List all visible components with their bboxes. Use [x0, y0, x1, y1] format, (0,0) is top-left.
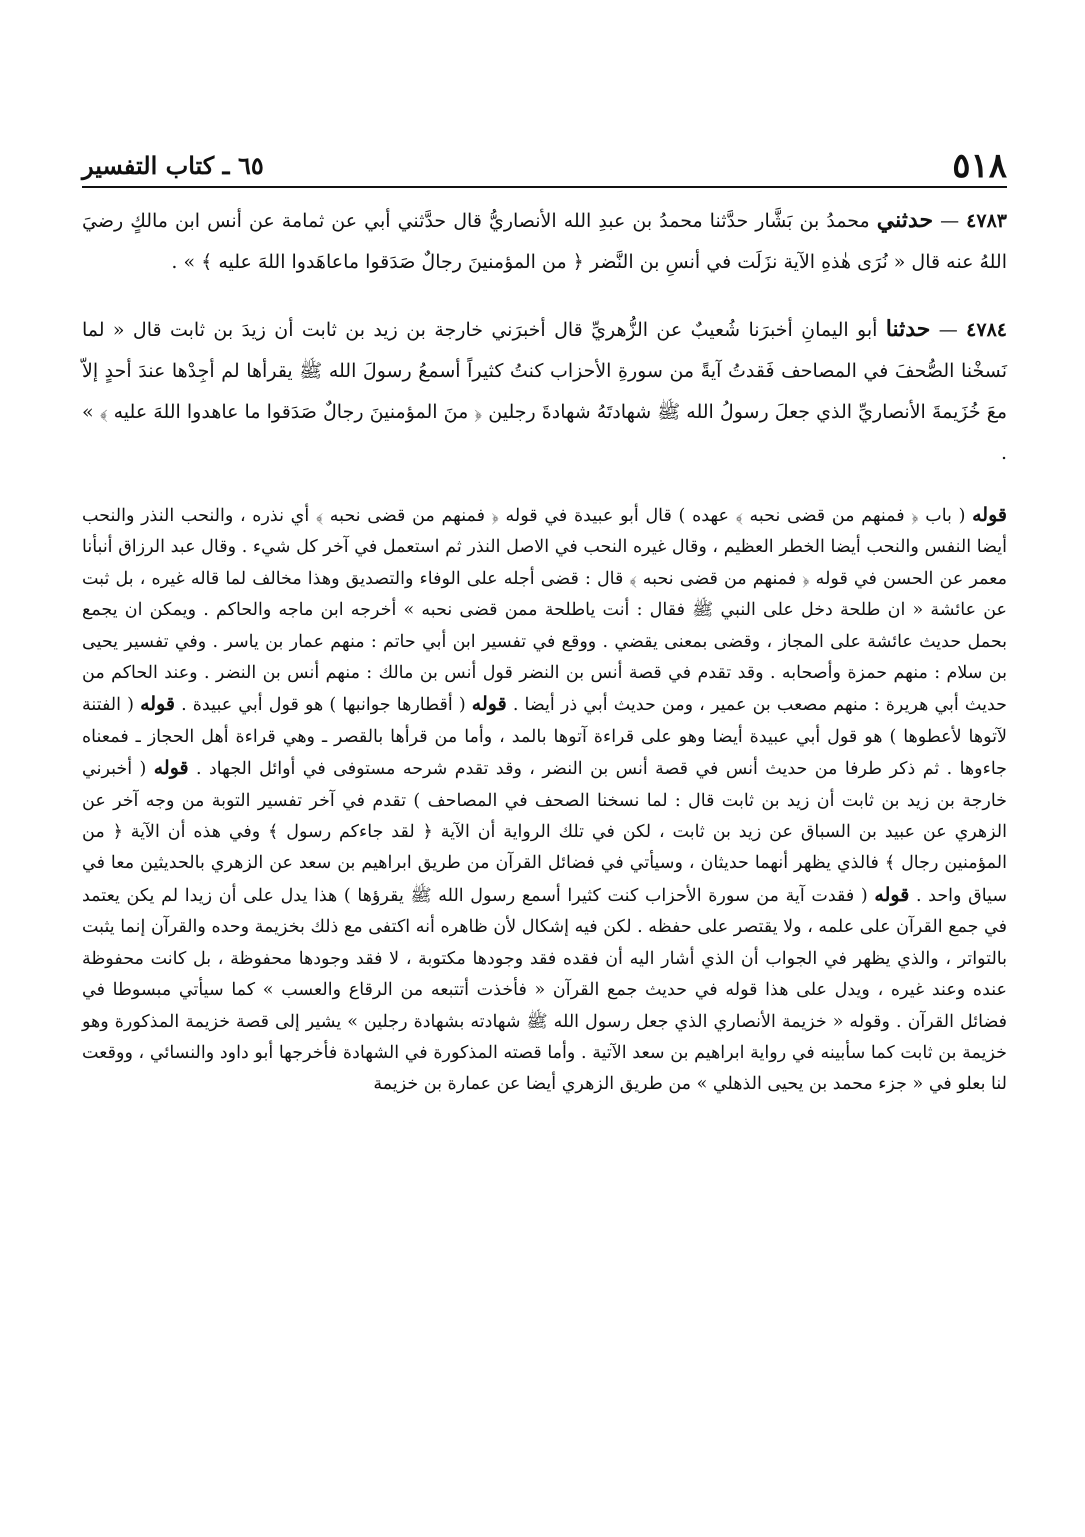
commentary-text: ( الفتنة لآتوها لأعطوها ) هو قول أبي عبيدة أيضا وهو على قراءة آتوها بالمد ، وأما من قرأها بالقصر ـ وهي قراءة أهل الحجاز ـ فمعناه جاءوها . ثم ذكر طرفا من حديث أنس في قصة أنس بن النضر ، وقد تقدم شرحه مستوفى في أوائل الجهاد .: [82, 695, 1007, 780]
hadith-text: محمدُ بن بَشَّار حدَّثنا محمدُ بن عبدِ الله الأنصاريُّ قال حدَّثني أبي عن ثمامة عن أنس ابن مالكٍ رضيَ اللهُ عنه قال « نُرَى هٰذهِ الآية نزَلَت في أنسِ بن النَّضر ﴿ من المؤمنينَ رجالٌ صَدَقوا ماعاهَدوا اللهَ عليه ﴾ » .: [82, 210, 1007, 273]
qawluh-marker: قوله: [140, 693, 175, 716]
hadith-number: ٤٧٨٤: [966, 319, 1007, 341]
hadith-number: ٤٧٨٣: [966, 210, 1007, 232]
page-body: [82, 200, 1007, 1101]
hadith-4783: ٤٧٨٣ — حدثني محمدُ بن بَشَّار حدَّثنا محمدُ بن عبدِ الله الأنصاريُّ قال حدَّثني أبي عن ثمامة عن أنس ابن مالكٍ رضيَ اللهُ عنه قال « نُرَى هٰذهِ الآية نزَلَت في أنسِ بن النَّضر ﴿ من المؤمنينَ رجالٌ صَدَقوا ماعاهَدوا اللهَ عليه ﴾ » .: [82, 207, 1007, 273]
hadith-text: أبو اليمانِ أخبرَنا شُعيبٌ عن الزُّهريِّ قال أخبرَني خارجة بن زيد بن ثابت أن زيدَ بن ثابت قال « لما نَسخْنا الصُّحفَ في المصاحف فَقدتُ آيةً من سورةِ الأحزاب كنتُ كثيراً أسمعُ رسولَ الله ﷺ يقرأها لم أجِدْها عندَ أحدٍ إلاّ معَ خُزَيمةَ الأنصاريِّ الذي جعلَ رسولُ الله ﷺ شهادتَهُ شهادةَ رجلين ﴿ منَ المؤمنينَ رجالٌ صَدَقوا ما عاهدوا اللهَ عليه ﴾ » .: [82, 319, 1007, 464]
page-header: [82, 140, 1007, 188]
qawluh-marker: قوله: [874, 883, 910, 906]
hadith-4784: ٤٧٨٤ — حدثنا أبو اليمانِ أخبرَنا شُعيبٌ عن الزُّهريِّ قال أخبرَني خارجة بن زيد بن ثابت أن زيدَ بن ثابت قال « لما نَسخْنا الصُّحفَ في المصاحف فَقدتُ آيةً من سورةِ الأحزاب كنتُ كثيراً أسمعُ رسولَ الله ﷺ يقرأها لم أجِدْها عندَ أحدٍ إلاّ معَ خُزَيمةَ الأنصاريِّ الذي جعلَ رسولُ الله ﷺ شهادتَهُ شهادةَ رجلين ﴿ منَ المؤمنينَ رجالٌ صَدَقوا ما عاهدوا اللهَ عليه ﴾ » .: [82, 316, 1007, 464]
page-number: ٥١٨: [952, 146, 1007, 186]
hadith-lead-word: حدثني: [876, 207, 934, 233]
commentary-text: ( أخبرني خارجة بن زيد بن ثابت أن زيد بن ثابت قال : لما نسخنا الصحف في المصاحف ) تقدم في آخر تفسير التوبة من وجه آخر عن الزهري عن عبيد بن السباق عن زيد بن ثابت ، لكن في تلك الرواية أن الآية ﴿ لقد جاءكم رسول ﴾ وفي هذه أن الآية ﴿ من المؤمنين رجال ﴾ فالذي يظهر أنهما حديثان ، وسيأتي في فضائل القرآن من طريق ابراهيم بن سعد عن الزهري بالحديثين معا في سياق واحد .: [82, 759, 1007, 906]
qawluh-marker: قوله: [972, 504, 1007, 526]
qawluh-marker: قوله: [471, 693, 507, 716]
hadith-lead-word: حدثنا: [885, 316, 931, 342]
running-title: ٦٥ ـ كتاب التفسير: [82, 151, 264, 180]
commentary-text: ( فقدت آية من سورة الأحزاب كنت كثيرا أسمع رسول الله ﷺ يقرؤها ) هذا يدل على أن زيدا لم يكن يعتمد في جمع القرآن على علمه ، ولا يقتصر على حفظه . لكن فيه إشكال لأن ظاهره أنه اكتفى مع ذلك بخزيمة وحده والقرآن إنما يثبت بالتواتر ، والذي يظهر في الجواب أن الذي أشار اليه أن فقده فقد وجودها مكتوبة ، لا فقد وجودها محفوظة ، بل كانت محفوظة عنده وعند غيره ، ويدل على هذا قوله في حديث جمع القرآن « فأخذت أتتبعه من الرقاع والعسب » كما سيأتي مبسوطا في فضائل القرآن . وقوله « خزيمة الأنصاري الذي جعل رسول الله ﷺ شهادته بشهادة رجلين » يشير إلى قصة خزيمة المذكورة وهو خزيمة بن ثابت كما سأبينه في رواية ابراهيم بن سعد الآتية . وأما قصته المذكورة في الشهادة فأخرجها أبو داود والنسائي ، ووقعت لنا بعلو في « جزء محمد بن يحيى الذهلي » من طريق الزهري أيضا عن عمارة بن خزيمة: [82, 885, 1007, 1095]
commentary-text: ( أقطارها جوانبها ) هو قول أبي عبيدة .: [181, 695, 466, 716]
qawluh-marker: قوله: [153, 757, 189, 780]
commentary-text: ( باب ﴿ فمنهم من قضى نحبه ﴾ عهده ) قال أبو عبيدة في قوله ﴿ فمنهم من قضى نحبه ﴾ أي نذره ، والنحب النذر والنحب أيضا النفس والنحب أيضا الخطر العظيم ، وقال غيره النحب في الاصل النذر ثم استعمل في آخر كل شيء . وقال عبد الرزاق أنبأنا معمر عن الحسن في قوله ﴿ فمنهم من قضى نحبه ﴾ قال : قضى أجله على الوفاء والتصديق وهذا مخالف لما قاله غيره ، بل ثبت عن عائشة « ان طلحة دخل على النبي ﷺ فقال : أنت ياطلحة ممن قضى نحبه » أخرجه ابن ماجه والحاكم . ويمكن ان يجمع بحمل حديث عائشة على المجاز ، وقضى بمعنى يقضي . ووقع في تفسير ابن أبي حاتم : منهم عمار بن ياسر . وفي تفسير يحيى بن سلام : منهم حمزة وأصحابه . وقد تقدم في قصة أنس بن النضر قول أنس بن مالك : منهم أنس بن النضر . وعند الحاكم من حديث أبي هريرة : منهم مصعب بن عمير ، ومن حديث أبي ذر أيضا .: [82, 506, 1007, 716]
commentary: [82, 500, 1007, 1101]
